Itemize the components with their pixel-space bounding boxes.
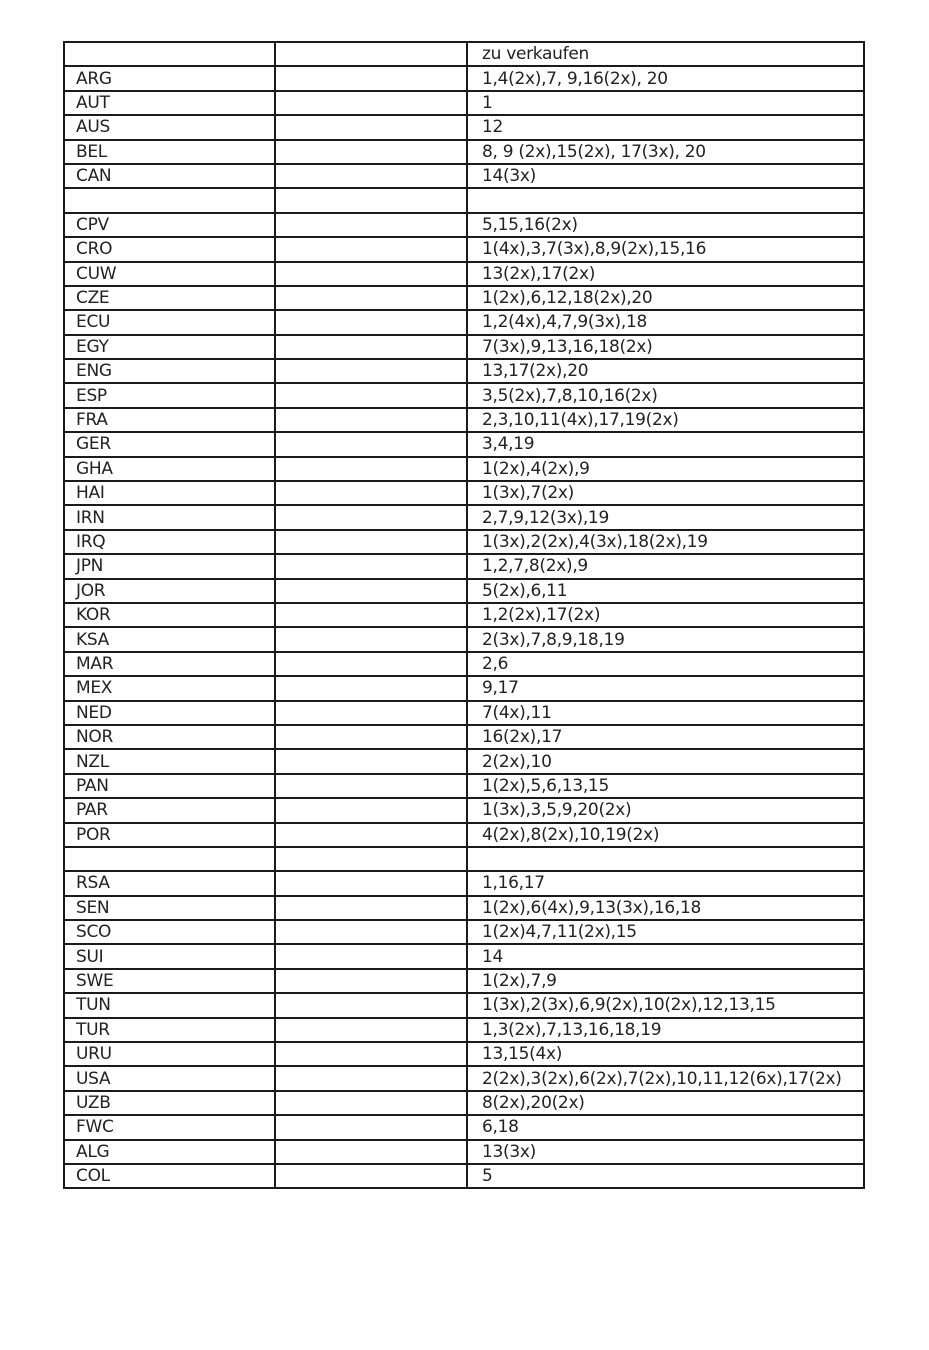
empty-cell — [275, 432, 467, 456]
for-sale-cell: 2(2x),3(2x),6(2x),7(2x),10,11,12(6x),17(2x) — [467, 1066, 864, 1090]
for-sale-cell: 1,3(2x),7,13,16,18,19 — [467, 1018, 864, 1042]
empty-cell — [275, 140, 467, 164]
country-code-cell: SWE — [64, 969, 275, 993]
country-code-cell: USA — [64, 1066, 275, 1090]
for-sale-cell: 1,16,17 — [467, 871, 864, 895]
for-sale-cell: 9,17 — [467, 676, 864, 700]
empty-cell — [275, 701, 467, 725]
country-code-cell: SUI — [64, 944, 275, 968]
for-sale-cell: 5(2x),6,11 — [467, 579, 864, 603]
empty-cell — [275, 871, 467, 895]
country-code-cell: JPN — [64, 554, 275, 578]
country-code-cell: PAN — [64, 774, 275, 798]
country-code-cell: NZL — [64, 749, 275, 773]
table-row — [64, 91, 864, 115]
table-row — [64, 1115, 864, 1139]
country-code-cell: HAI — [64, 481, 275, 505]
table-row — [64, 798, 864, 822]
for-sale-cell: 2(3x),7,8,9,18,19 — [467, 627, 864, 651]
country-code-cell: GER — [64, 432, 275, 456]
country-code-cell — [64, 188, 275, 212]
table-row — [64, 1140, 864, 1164]
for-sale-cell: 13(3x) — [467, 1140, 864, 1164]
table-row — [64, 823, 864, 847]
for-sale-cell: 1(2x),6,12,18(2x),20 — [467, 286, 864, 310]
for-sale-cell: 1(2x),7,9 — [467, 969, 864, 993]
for-sale-cell: 1,2,7,8(2x),9 — [467, 554, 864, 578]
table-row — [64, 652, 864, 676]
country-code-cell: NED — [64, 701, 275, 725]
for-sale-cell: 2(2x),10 — [467, 749, 864, 773]
country-code-cell: TUN — [64, 993, 275, 1017]
table-row — [64, 310, 864, 334]
table-body — [64, 42, 864, 1188]
for-sale-cell: 1,2(2x),17(2x) — [467, 603, 864, 627]
for-sale-cell: 8(2x),20(2x) — [467, 1091, 864, 1115]
empty-cell — [275, 213, 467, 237]
for-sale-cell: 1,2(4x),4,7,9(3x),18 — [467, 310, 864, 334]
for-sale-cell: 13(2x),17(2x) — [467, 262, 864, 286]
table-row — [64, 1164, 864, 1188]
table-row — [64, 457, 864, 481]
empty-cell — [275, 408, 467, 432]
country-code-cell: UZB — [64, 1091, 275, 1115]
for-sale-cell: 3,4,19 — [467, 432, 864, 456]
for-sale-cell: 1(4x),3,7(3x),8,9(2x),15,16 — [467, 237, 864, 261]
empty-cell — [275, 1140, 467, 1164]
table-row — [64, 896, 864, 920]
table-row — [64, 505, 864, 529]
table-row — [64, 701, 864, 725]
empty-cell — [275, 1018, 467, 1042]
header-cell-for-sale: zu verkaufen — [467, 42, 864, 66]
empty-cell — [275, 603, 467, 627]
table-row — [64, 1066, 864, 1090]
for-sale-cell: 14 — [467, 944, 864, 968]
for-sale-cell: 16(2x),17 — [467, 725, 864, 749]
empty-cell — [275, 920, 467, 944]
country-code-cell — [64, 847, 275, 871]
empty-cell — [275, 286, 467, 310]
country-code-cell: JOR — [64, 579, 275, 603]
table-row — [64, 603, 864, 627]
for-sale-cell: 7(3x),9,13,16,18(2x) — [467, 335, 864, 359]
table-row — [64, 383, 864, 407]
empty-cell — [275, 115, 467, 139]
table-row — [64, 286, 864, 310]
header-cell-blank — [275, 42, 467, 66]
table-row — [64, 749, 864, 773]
country-code-cell: PAR — [64, 798, 275, 822]
empty-cell — [275, 1066, 467, 1090]
for-sale-cell: 1 — [467, 91, 864, 115]
country-code-cell: AUT — [64, 91, 275, 115]
country-code-cell: CAN — [64, 164, 275, 188]
for-sale-cell: 1(3x),2(2x),4(3x),18(2x),19 — [467, 530, 864, 554]
table-row — [64, 66, 864, 90]
table-row — [64, 1018, 864, 1042]
empty-cell — [275, 1091, 467, 1115]
empty-cell — [275, 457, 467, 481]
table-row — [64, 335, 864, 359]
empty-cell — [275, 774, 467, 798]
for-sale-cell: 1(2x)4,7,11(2x),15 — [467, 920, 864, 944]
for-sale-cell: 8, 9 (2x),15(2x), 17(3x), 20 — [467, 140, 864, 164]
for-sale-cell: 1(3x),7(2x) — [467, 481, 864, 505]
country-code-cell: CPV — [64, 213, 275, 237]
country-code-cell: NOR — [64, 725, 275, 749]
country-code-cell: CUW — [64, 262, 275, 286]
table-row — [64, 164, 864, 188]
country-code-cell: ENG — [64, 359, 275, 383]
for-sale-cell: 4(2x),8(2x),10,19(2x) — [467, 823, 864, 847]
for-sale-cell: 1(2x),6(4x),9,13(3x),16,18 — [467, 896, 864, 920]
for-sale-cell: 2,6 — [467, 652, 864, 676]
empty-cell — [275, 530, 467, 554]
table-row — [64, 1042, 864, 1066]
empty-cell — [275, 66, 467, 90]
empty-cell — [275, 652, 467, 676]
for-sale-cell: 1(3x),3,5,9,20(2x) — [467, 798, 864, 822]
empty-cell — [275, 579, 467, 603]
empty-cell — [275, 725, 467, 749]
for-sale-cell: 1(3x),2(3x),6,9(2x),10(2x),12,13,15 — [467, 993, 864, 1017]
empty-cell — [275, 749, 467, 773]
country-code-cell: URU — [64, 1042, 275, 1066]
country-code-cell: BEL — [64, 140, 275, 164]
empty-cell — [275, 823, 467, 847]
country-code-cell: AUS — [64, 115, 275, 139]
for-sale-cell: 7(4x),11 — [467, 701, 864, 725]
country-code-cell: KOR — [64, 603, 275, 627]
table-row — [64, 481, 864, 505]
table-row — [64, 554, 864, 578]
empty-cell — [275, 188, 467, 212]
country-code-cell: ESP — [64, 383, 275, 407]
table-row — [64, 676, 864, 700]
for-sale-cell: 1(2x),5,6,13,15 — [467, 774, 864, 798]
country-code-cell: EGY — [64, 335, 275, 359]
for-sale-cell — [467, 188, 864, 212]
empty-cell — [275, 1115, 467, 1139]
country-code-cell: CZE — [64, 286, 275, 310]
empty-cell — [275, 1042, 467, 1066]
country-code-cell: ECU — [64, 310, 275, 334]
table-row — [64, 359, 864, 383]
table-row — [64, 188, 864, 212]
table-row — [64, 725, 864, 749]
sticker-table — [63, 41, 865, 1189]
table-row — [64, 969, 864, 993]
table-row — [64, 213, 864, 237]
for-sale-cell: 2,3,10,11(4x),17,19(2x) — [467, 408, 864, 432]
empty-cell — [275, 1164, 467, 1188]
empty-cell — [275, 359, 467, 383]
for-sale-cell: 1(2x),4(2x),9 — [467, 457, 864, 481]
for-sale-cell: 6,18 — [467, 1115, 864, 1139]
table-row — [64, 627, 864, 651]
table-row — [64, 140, 864, 164]
country-code-cell: GHA — [64, 457, 275, 481]
empty-cell — [275, 896, 467, 920]
table-row — [64, 847, 864, 871]
empty-cell — [275, 237, 467, 261]
table-row — [64, 993, 864, 1017]
for-sale-cell: 2,7,9,12(3x),19 — [467, 505, 864, 529]
empty-cell — [275, 554, 467, 578]
table-row — [64, 920, 864, 944]
table-row — [64, 530, 864, 554]
table-row — [64, 432, 864, 456]
empty-cell — [275, 847, 467, 871]
table-row — [64, 944, 864, 968]
country-code-cell: ARG — [64, 66, 275, 90]
country-code-cell: RSA — [64, 871, 275, 895]
empty-cell — [275, 944, 467, 968]
table-row — [64, 774, 864, 798]
for-sale-cell: 3,5(2x),7,8,10,16(2x) — [467, 383, 864, 407]
header-cell-code — [64, 42, 275, 66]
table-row — [64, 579, 864, 603]
for-sale-cell — [467, 847, 864, 871]
empty-cell — [275, 481, 467, 505]
table-row — [64, 115, 864, 139]
country-code-cell: CRO — [64, 237, 275, 261]
country-code-cell: MEX — [64, 676, 275, 700]
country-code-cell: IRQ — [64, 530, 275, 554]
empty-cell — [275, 335, 467, 359]
empty-cell — [275, 969, 467, 993]
table-row — [64, 262, 864, 286]
for-sale-cell: 13,15(4x) — [467, 1042, 864, 1066]
country-code-cell: SCO — [64, 920, 275, 944]
empty-cell — [275, 505, 467, 529]
empty-cell — [275, 262, 467, 286]
country-code-cell: FRA — [64, 408, 275, 432]
country-code-cell: POR — [64, 823, 275, 847]
table-row — [64, 871, 864, 895]
country-code-cell: IRN — [64, 505, 275, 529]
for-sale-cell: 12 — [467, 115, 864, 139]
country-code-cell: TUR — [64, 1018, 275, 1042]
table-row — [64, 1091, 864, 1115]
for-sale-cell: 1,4(2x),7, 9,16(2x), 20 — [467, 66, 864, 90]
country-code-cell: SEN — [64, 896, 275, 920]
empty-cell — [275, 627, 467, 651]
empty-cell — [275, 164, 467, 188]
country-code-cell: FWC — [64, 1115, 275, 1139]
table-row — [64, 408, 864, 432]
for-sale-cell: 5 — [467, 1164, 864, 1188]
for-sale-cell: 5,15,16(2x) — [467, 213, 864, 237]
country-code-cell: KSA — [64, 627, 275, 651]
empty-cell — [275, 383, 467, 407]
for-sale-cell: 14(3x) — [467, 164, 864, 188]
country-code-cell: COL — [64, 1164, 275, 1188]
empty-cell — [275, 310, 467, 334]
table-row — [64, 237, 864, 261]
country-code-cell: ALG — [64, 1140, 275, 1164]
for-sale-cell: 13,17(2x),20 — [467, 359, 864, 383]
country-code-cell: MAR — [64, 652, 275, 676]
empty-cell — [275, 91, 467, 115]
empty-cell — [275, 798, 467, 822]
table-header-row — [64, 42, 864, 66]
empty-cell — [275, 993, 467, 1017]
empty-cell — [275, 676, 467, 700]
